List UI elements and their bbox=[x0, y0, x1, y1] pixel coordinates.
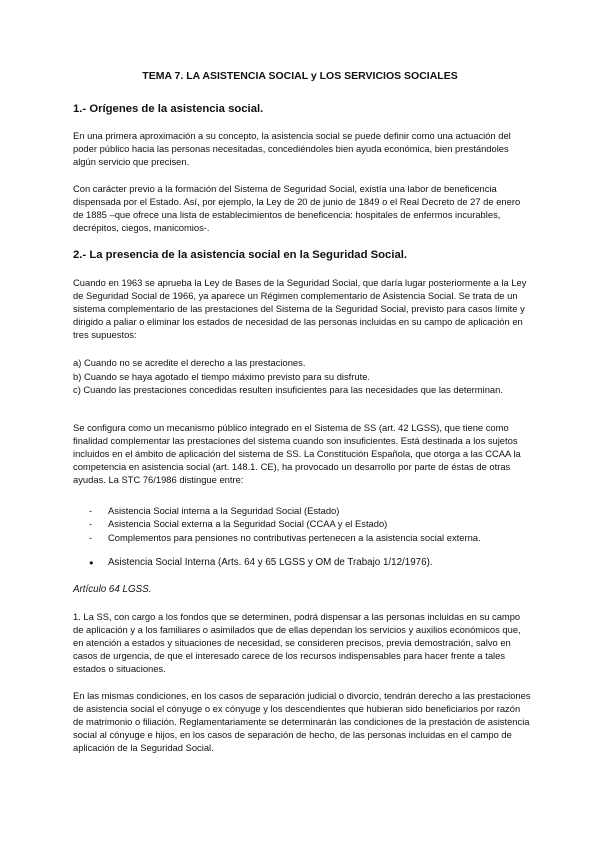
document-title: TEMA 7. LA ASISTENCIA SOCIAL y LOS SERVICIOS SOCIALES bbox=[142, 70, 458, 82]
article-paragraph-1: 1. La SS, con cargo a los fondos que se determinen, podrá dispensar a las personas incluidas en su campo de aplicación y a los familiares o asimilados que de ellas dependan los servicios y auxilios económicos que, en atención a estados y situaciones de necesidad, se consideren precisos, previa demostración, salvo en casos de urgencia, de que el interesado carece de los recursos indispensables para hacer frente a tales estados o situaciones. bbox=[73, 611, 521, 675]
case-a: a) Cuando no se acredite el derecho a las prestaciones. bbox=[73, 357, 306, 368]
section-1-heading: 1.- Orígenes de la asistencia social. bbox=[73, 103, 264, 115]
article-paragraph-2: En las mismas condiciones, en los casos de separación judicial o divorcio, tendrán derecho a las prestaciones de asistencia social el cónyuge o ex cónyuge y los descendientes que hubieran sido beneficiarios por razón de matrimonio o filiación. Reglamentariamente se determinarán las condiciones de la prestación de asistencia social al cónyuge e hijos, en los casos de separación de hecho, de las personas incluidas en el campo de aplicación de la Seguridad Social. bbox=[73, 690, 531, 754]
section-2-paragraph-1: Cuando en 1963 se aprueba la Ley de Bases de la Seguridad Social, que daría lugar posteriormente a la Ley de Seguridad Social de 1966, ya aparece un Régimen complementario de Asistencia Social. Se trata de un sistema complementario de las prestaciones del Sistema de la Seguridad Social, previsto para casos límite y dirigido a paliar o eliminar los estados de necesidad de las personas incluidas en su campo de aplicación en tres supuestos: bbox=[73, 277, 527, 341]
section-1-paragraph-2: Con carácter previo a la formación del Sistema de Seguridad Social, existía una labor de beneficencia dispensada por el Estado. Así, por ejemplo, la Ley de 20 de junio de 1849 o el Real Decreto de 27 de enero de 1885 –que ofrece una lista de establecimientos de beneficencia: hospitales de enfermos incurables, decrépitos, ciegos, manicomios-. bbox=[73, 183, 521, 234]
case-b: b) Cuando se haya agotado el tiempo máximo previsto para su disfrute. bbox=[73, 371, 371, 382]
list-item: - Asistencia Social externa a la Seguridad Social (CCAA y el Estado) bbox=[89, 517, 481, 530]
section-1-paragraph-1: En una primera aproximación a su concepto, la asistencia social se puede definir como una actuación del poder público hacia las personas necesitadas, concediéndoles bien ayuda económica, bien prestándoles algún servicio que precisen. bbox=[73, 130, 511, 168]
case-c: c) Cuando las prestaciones concedidas resulten insuficientes para las necesidades que las determinan. bbox=[73, 384, 503, 395]
article-label: Artículo 64 LGSS. bbox=[73, 584, 152, 595]
bullet-list bbox=[89, 557, 433, 568]
section-2-paragraph-2: Se configura como un mecanismo público integrado en el Sistema de SS (art. 42 LGSS), que tiene como finalidad complementar las prestaciones del sistema cuando son insuficientes. Está destinada a los sujetos incluidos en el ámbito de aplicación del sistema de SS. La Constitución Española, que otorga a las CCAA la competencia en asistencia social (art. 148.1. CE), ha provocado un desarrollo por parte de éstas de otras ayudas. La STC 76/1986 distingue entre: bbox=[73, 422, 521, 486]
section-2-heading: 2.- La presencia de la asistencia social en la Seguridad Social. bbox=[73, 249, 408, 261]
list-item: - Complementos para pensiones no contributivas pertenecen a la asistencia social externa. bbox=[89, 531, 481, 544]
list-item: ● Asistencia Social Interna (Arts. 64 y 65 LGSS y OM de Trabajo 1/12/1976). bbox=[89, 557, 433, 568]
list-item: - Asistencia Social interna a la Seguridad Social (Estado) bbox=[89, 504, 481, 517]
dash-list bbox=[89, 504, 481, 544]
